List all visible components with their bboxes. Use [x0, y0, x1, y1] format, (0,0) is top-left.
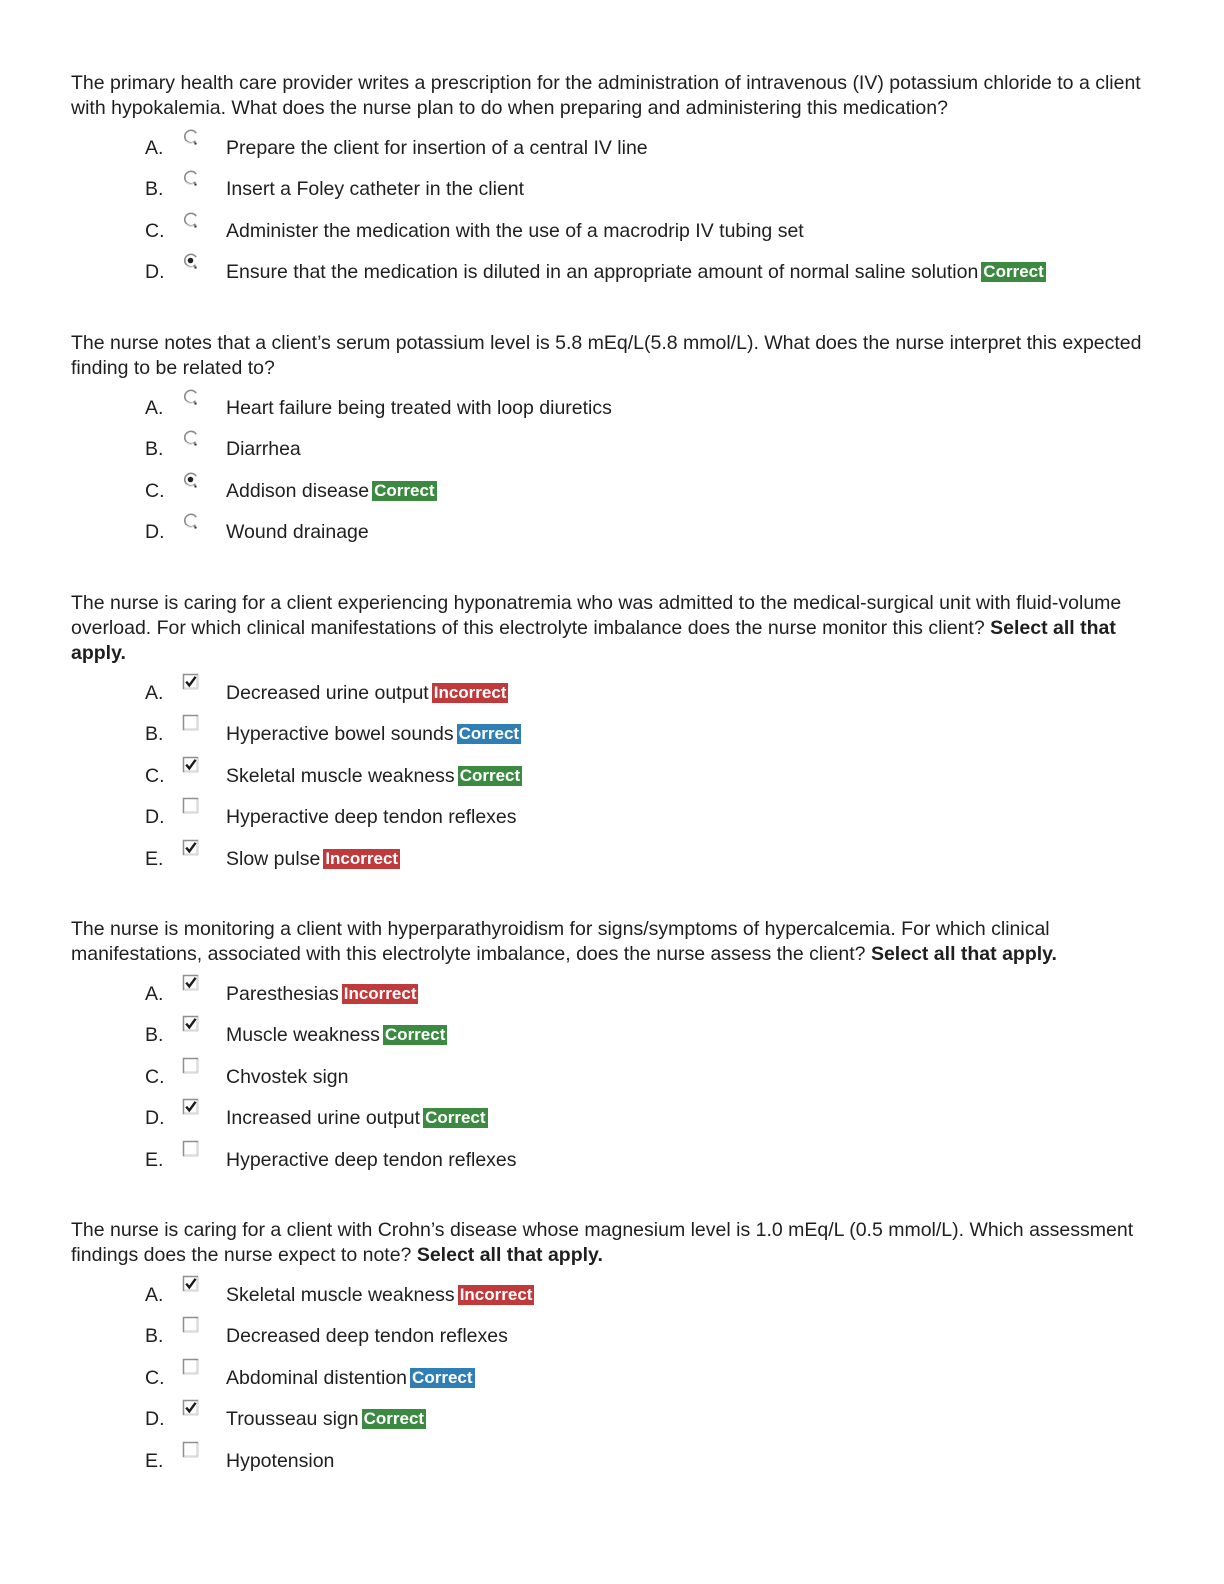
result-badge: Correct: [374, 480, 435, 500]
option-label: Ensure that the medication is diluted in an appropriate amount of normal saline solution Correct: [226, 261, 1044, 284]
option-letter: D.: [145, 806, 165, 829]
select-all-instruction: Select all that apply.: [416, 1244, 603, 1266]
checkbox[interactable]: [181, 672, 201, 692]
result-badge: Correct: [983, 262, 1044, 282]
option-label: Hyperactive deep tendon reflexes: [226, 806, 517, 829]
option-letter: B.: [145, 438, 164, 461]
option-letter: A.: [145, 1284, 164, 1306]
option-b[interactable]: [71, 1319, 1151, 1360]
checkbox[interactable]: [181, 713, 201, 733]
checkbox[interactable]: [181, 1097, 201, 1117]
option-letter: D.: [145, 1408, 165, 1431]
option-letter: B.: [145, 1024, 164, 1047]
radio-button[interactable]: [181, 127, 201, 147]
checkbox[interactable]: [181, 1014, 201, 1034]
option-a[interactable]: [71, 1278, 1151, 1319]
result-badge: Incorrect: [459, 1285, 533, 1304]
option-label: Skeletal muscle weakness Incorrect: [226, 1284, 533, 1306]
checkbox[interactable]: [181, 796, 201, 816]
option-letter: A.: [145, 983, 164, 1005]
radio-button[interactable]: [181, 511, 201, 531]
option-c[interactable]: [71, 1361, 1151, 1402]
option-e[interactable]: [71, 1143, 1151, 1184]
option-label: Hyperactive bowel sounds Correct: [226, 723, 520, 746]
question-1: [71, 71, 1151, 297]
result-badge: Incorrect: [433, 683, 507, 702]
option-label: Insert a Foley catheter in the client: [226, 178, 525, 201]
result-badge: Correct: [363, 1409, 425, 1429]
option-letter: E.: [145, 1148, 164, 1171]
option-e[interactable]: [71, 1444, 1151, 1485]
checkbox[interactable]: [181, 1398, 201, 1418]
option-label: Wound drainage: [226, 521, 369, 544]
option-label: Heart failure being treated with loop diuretics: [226, 397, 612, 419]
option-label: Abdominal distention Correct: [226, 1366, 473, 1389]
option-letter: C.: [145, 219, 165, 242]
option-label: Paresthesias Incorrect: [226, 983, 417, 1005]
option-letter: C.: [145, 1065, 165, 1088]
option-letter: D.: [145, 521, 165, 544]
options-list: [71, 977, 1151, 1184]
question-4: [71, 917, 1151, 1184]
option-letter: A.: [145, 397, 164, 419]
option-letter: B.: [145, 1325, 164, 1348]
question-text: The primary health care provider writes a prescription for the administration of intravenous (IV) potassium chloride to a client with hypokalemia. What does the nurse plan to do when preparing and administering this medication?: [71, 72, 1141, 119]
option-label: Diarrhea: [226, 438, 301, 461]
options-list: [71, 1278, 1151, 1485]
checkbox[interactable]: [181, 1056, 201, 1076]
result-badge: Correct: [458, 724, 520, 744]
result-badge: Correct: [425, 1108, 486, 1128]
checkbox[interactable]: [181, 1440, 201, 1460]
question-text: The nurse notes that a client’s serum potassium level is 5.8 mEq/L(5.8 mmol/L). What does the nurse interpret this expected finding to be related to?: [71, 332, 1142, 379]
option-label: Slow pulse Incorrect: [226, 847, 399, 870]
question-3: [71, 591, 1151, 883]
result-badge: Correct: [384, 1025, 446, 1045]
option-a[interactable]: [71, 131, 1151, 172]
question-text: The nurse is caring for a client with Crohn’s disease whose magnesium level is 1.0 mEq/L (0.5 mmol/L). Which assessment findings does the nurse expect to note? Select all that apply.: [71, 1219, 1134, 1266]
option-label: Decreased urine output Incorrect: [226, 682, 507, 704]
option-label: Hypotension: [226, 1449, 335, 1472]
option-label: Skeletal muscle weakness Correct: [226, 764, 521, 787]
option-label: Chvostek sign: [226, 1065, 349, 1088]
option-letter: C.: [145, 764, 165, 787]
options-list: [71, 391, 1151, 557]
option-letter: E.: [145, 1449, 164, 1472]
select-all-instruction: Select all that apply.: [71, 617, 1116, 664]
option-letter: A.: [145, 137, 164, 159]
option-c[interactable]: [71, 759, 1151, 800]
question-5: [71, 1218, 1151, 1485]
option-label: Addison disease Correct: [226, 479, 435, 502]
option-letter: E.: [145, 847, 164, 870]
question-text: The nurse is caring for a client experiencing hyponatremia who was admitted to the medical-surgical unit with fluid-volume overload. For which clinical manifestations of this electrolyte imbalance does the nurse monitor this client? Select all that apply.: [71, 592, 1122, 664]
checkbox[interactable]: [181, 1357, 201, 1377]
option-letter: A.: [145, 682, 164, 704]
option-letter: D.: [145, 1107, 165, 1130]
option-a[interactable]: [71, 676, 1151, 717]
option-c[interactable]: [71, 214, 1151, 255]
checkbox[interactable]: [181, 1315, 201, 1335]
result-badge: Correct: [412, 1367, 473, 1387]
question-2: [71, 331, 1151, 557]
option-b[interactable]: [71, 1018, 1151, 1059]
options-list: [71, 676, 1151, 883]
option-a[interactable]: [71, 977, 1151, 1018]
option-d[interactable]: [71, 515, 1151, 556]
option-letter: B.: [145, 723, 164, 746]
option-label: Hyperactive deep tendon reflexes: [226, 1148, 517, 1171]
option-letter: C.: [145, 479, 165, 502]
option-letter: B.: [145, 178, 164, 201]
option-c[interactable]: [71, 1060, 1151, 1101]
radio-button[interactable]: [181, 251, 201, 271]
checkbox[interactable]: [181, 755, 201, 775]
option-label: Administer the medication with the use of a macrodrip IV tubing set: [226, 219, 804, 242]
result-badge: Correct: [459, 765, 521, 785]
option-label: Muscle weakness Correct: [226, 1024, 446, 1047]
option-label: Trousseau sign Correct: [226, 1408, 425, 1431]
radio-button[interactable]: [181, 210, 201, 230]
option-d[interactable]: [71, 1402, 1151, 1443]
result-badge: Incorrect: [325, 848, 399, 868]
option-b[interactable]: [71, 172, 1151, 213]
option-e[interactable]: [71, 842, 1151, 883]
question-text: The nurse is monitoring a client with hyperparathyroidism for signs/symptoms of hypercalcemia. For which clinical manifestations, associated with this electrolyte imbalance, does the nurse assess the client? Select all that apply.: [71, 918, 1057, 965]
checkbox[interactable]: [181, 838, 201, 858]
options-list: [71, 131, 1151, 297]
option-letter: C.: [145, 1366, 165, 1389]
option-label: Prepare the client for insertion of a central IV line: [226, 137, 648, 159]
option-d[interactable]: [71, 255, 1151, 296]
option-b[interactable]: [71, 432, 1151, 473]
option-a[interactable]: [71, 391, 1151, 432]
select-all-instruction: Select all that apply.: [870, 943, 1057, 965]
option-b[interactable]: [71, 717, 1151, 758]
checkbox[interactable]: [181, 1139, 201, 1159]
radio-button[interactable]: [181, 428, 201, 448]
option-d[interactable]: [71, 1101, 1151, 1142]
option-letter: D.: [145, 261, 165, 284]
radio-button[interactable]: [181, 387, 201, 407]
option-c[interactable]: [71, 474, 1151, 515]
radio-button[interactable]: [181, 470, 201, 490]
option-label: Decreased deep tendon reflexes: [226, 1325, 508, 1348]
checkbox[interactable]: [181, 1274, 201, 1294]
option-d[interactable]: [71, 800, 1151, 841]
option-label: Increased urine output Correct: [226, 1107, 486, 1130]
result-badge: Incorrect: [343, 984, 417, 1003]
checkbox[interactable]: [181, 973, 201, 993]
radio-button[interactable]: [181, 168, 201, 188]
